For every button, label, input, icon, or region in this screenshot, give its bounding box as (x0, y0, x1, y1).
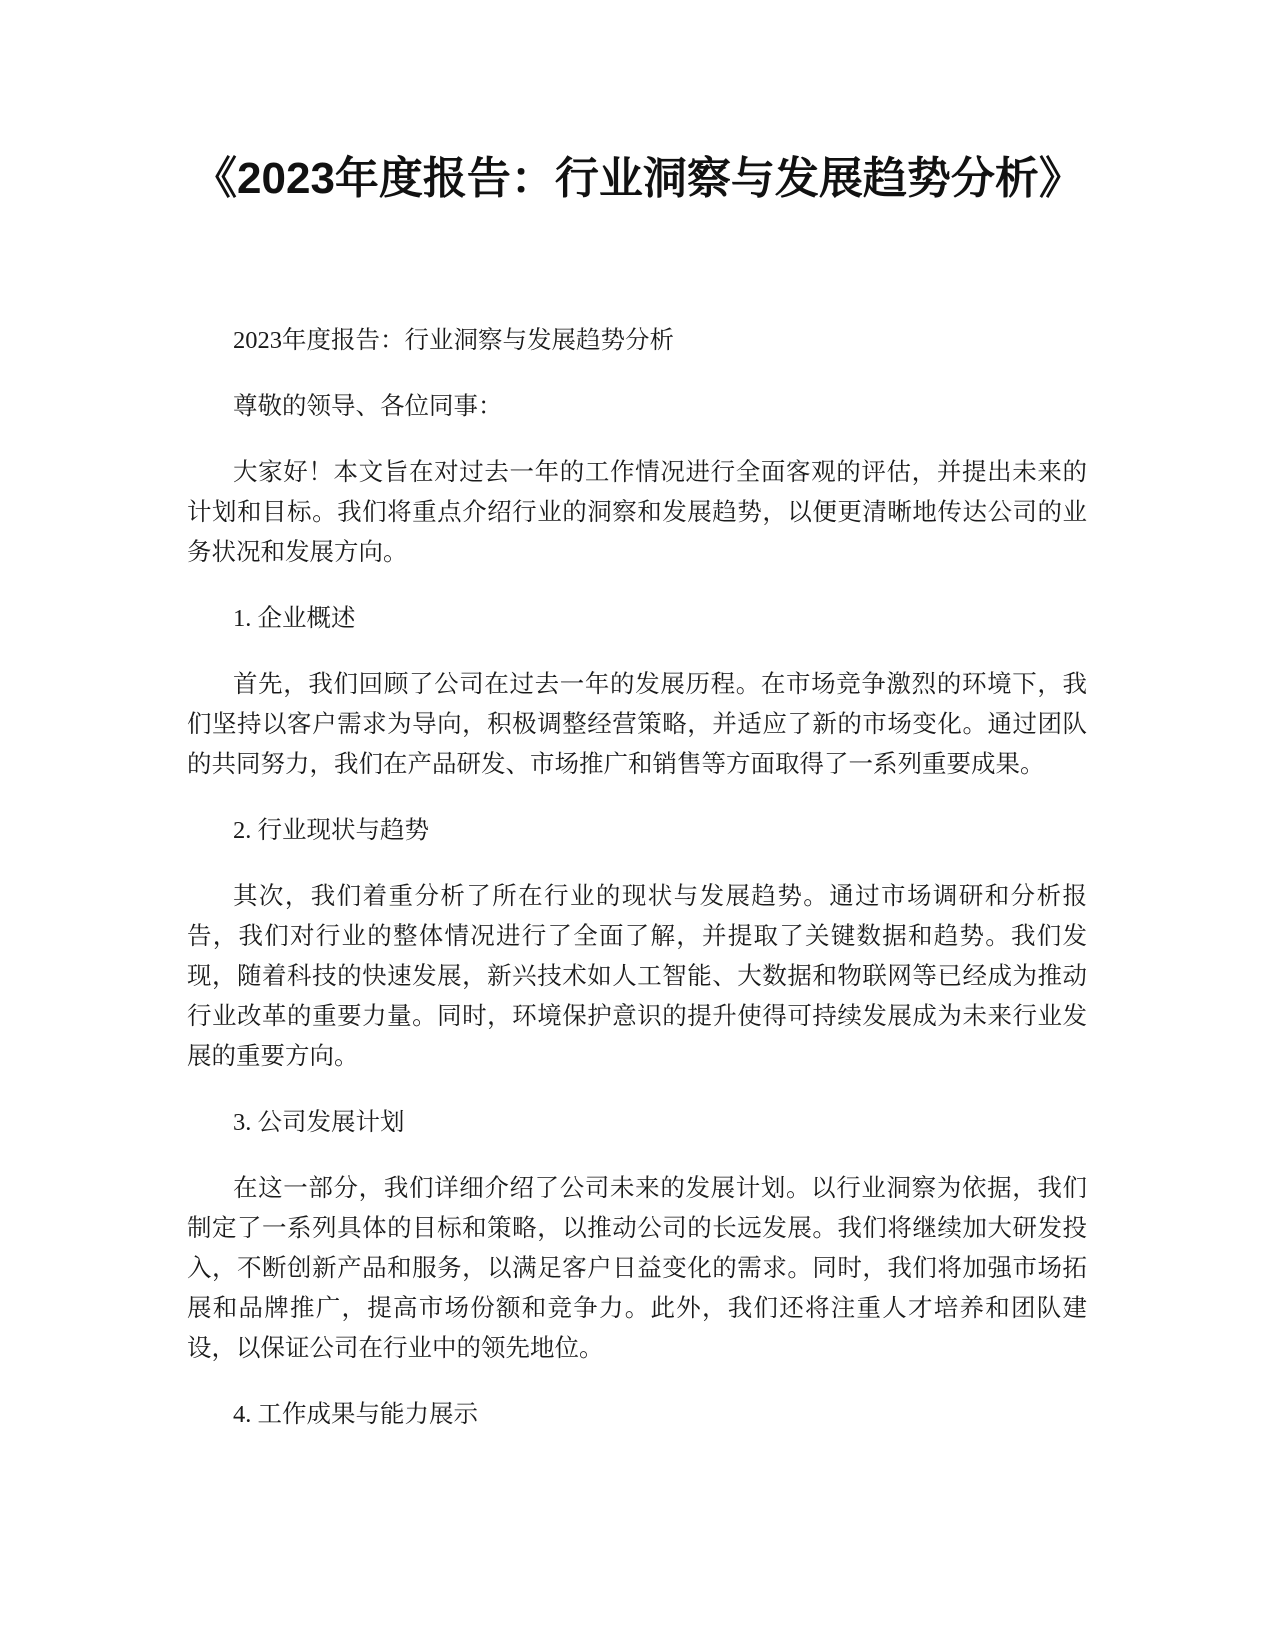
section-heading-3: 3. 公司发展计划 (233, 1109, 405, 1136)
section-heading-4: 4. 工作成果与能力展示 (233, 1401, 478, 1428)
salutation: 尊敬的领导、各位同事： (233, 393, 503, 420)
document-title: 《2023年度报告：行业洞察与发展趋势分析》 (193, 154, 1083, 203)
report-subtitle: 2023年度报告：行业洞察与发展趋势分析 (233, 327, 674, 354)
section-heading-2: 2. 行业现状与趋势 (233, 817, 429, 844)
section-3-paragraph: 在这一部分，我们详细介绍了公司未来的发展计划。以行业洞察为依据，我们制定了一系列具体的目标和策略，以推动公司的长远发展。我们将继续加大研发投入，不断创新产品和服务，以满足客户日益变化的需求。同时，我们将加强市场拓展和品牌推广，提高市场份额和竞争力。此外，我们还将注重人才培养和团队建设，以保证公司在行业中的领先地位。 (187, 1175, 1087, 1362)
section-1-paragraph: 首先，我们回顾了公司在过去一年的发展历程。在市场竞争激烈的环境下，我们坚持以客户需求为导向，积极调整经营策略，并适应了新的市场变化。通过团队的共同努力，我们在产品研发、市场推广和销售等方面取得了一系列重要成果。 (187, 671, 1087, 778)
document-body (187, 321, 1087, 1461)
section-heading-1: 1. 企业概述 (233, 605, 356, 632)
section-2-paragraph: 其次，我们着重分析了所在行业的现状与发展趋势。通过市场调研和分析报告，我们对行业的整体情况进行了全面了解，并提取了关键数据和趋势。我们发现，随着科技的快速发展，新兴技术如人工智能、大数据和物联网等已经成为推动行业改革的重要力量。同时，环境保护意识的提升使得可持续发展成为未来行业发展的重要方向。 (187, 883, 1087, 1070)
intro-paragraph: 大家好！本文旨在对过去一年的工作情况进行全面客观的评估，并提出未来的计划和目标。我们将重点介绍行业的洞察和发展趋势，以便更清晰地传达公司的业务状况和发展方向。 (187, 459, 1087, 566)
